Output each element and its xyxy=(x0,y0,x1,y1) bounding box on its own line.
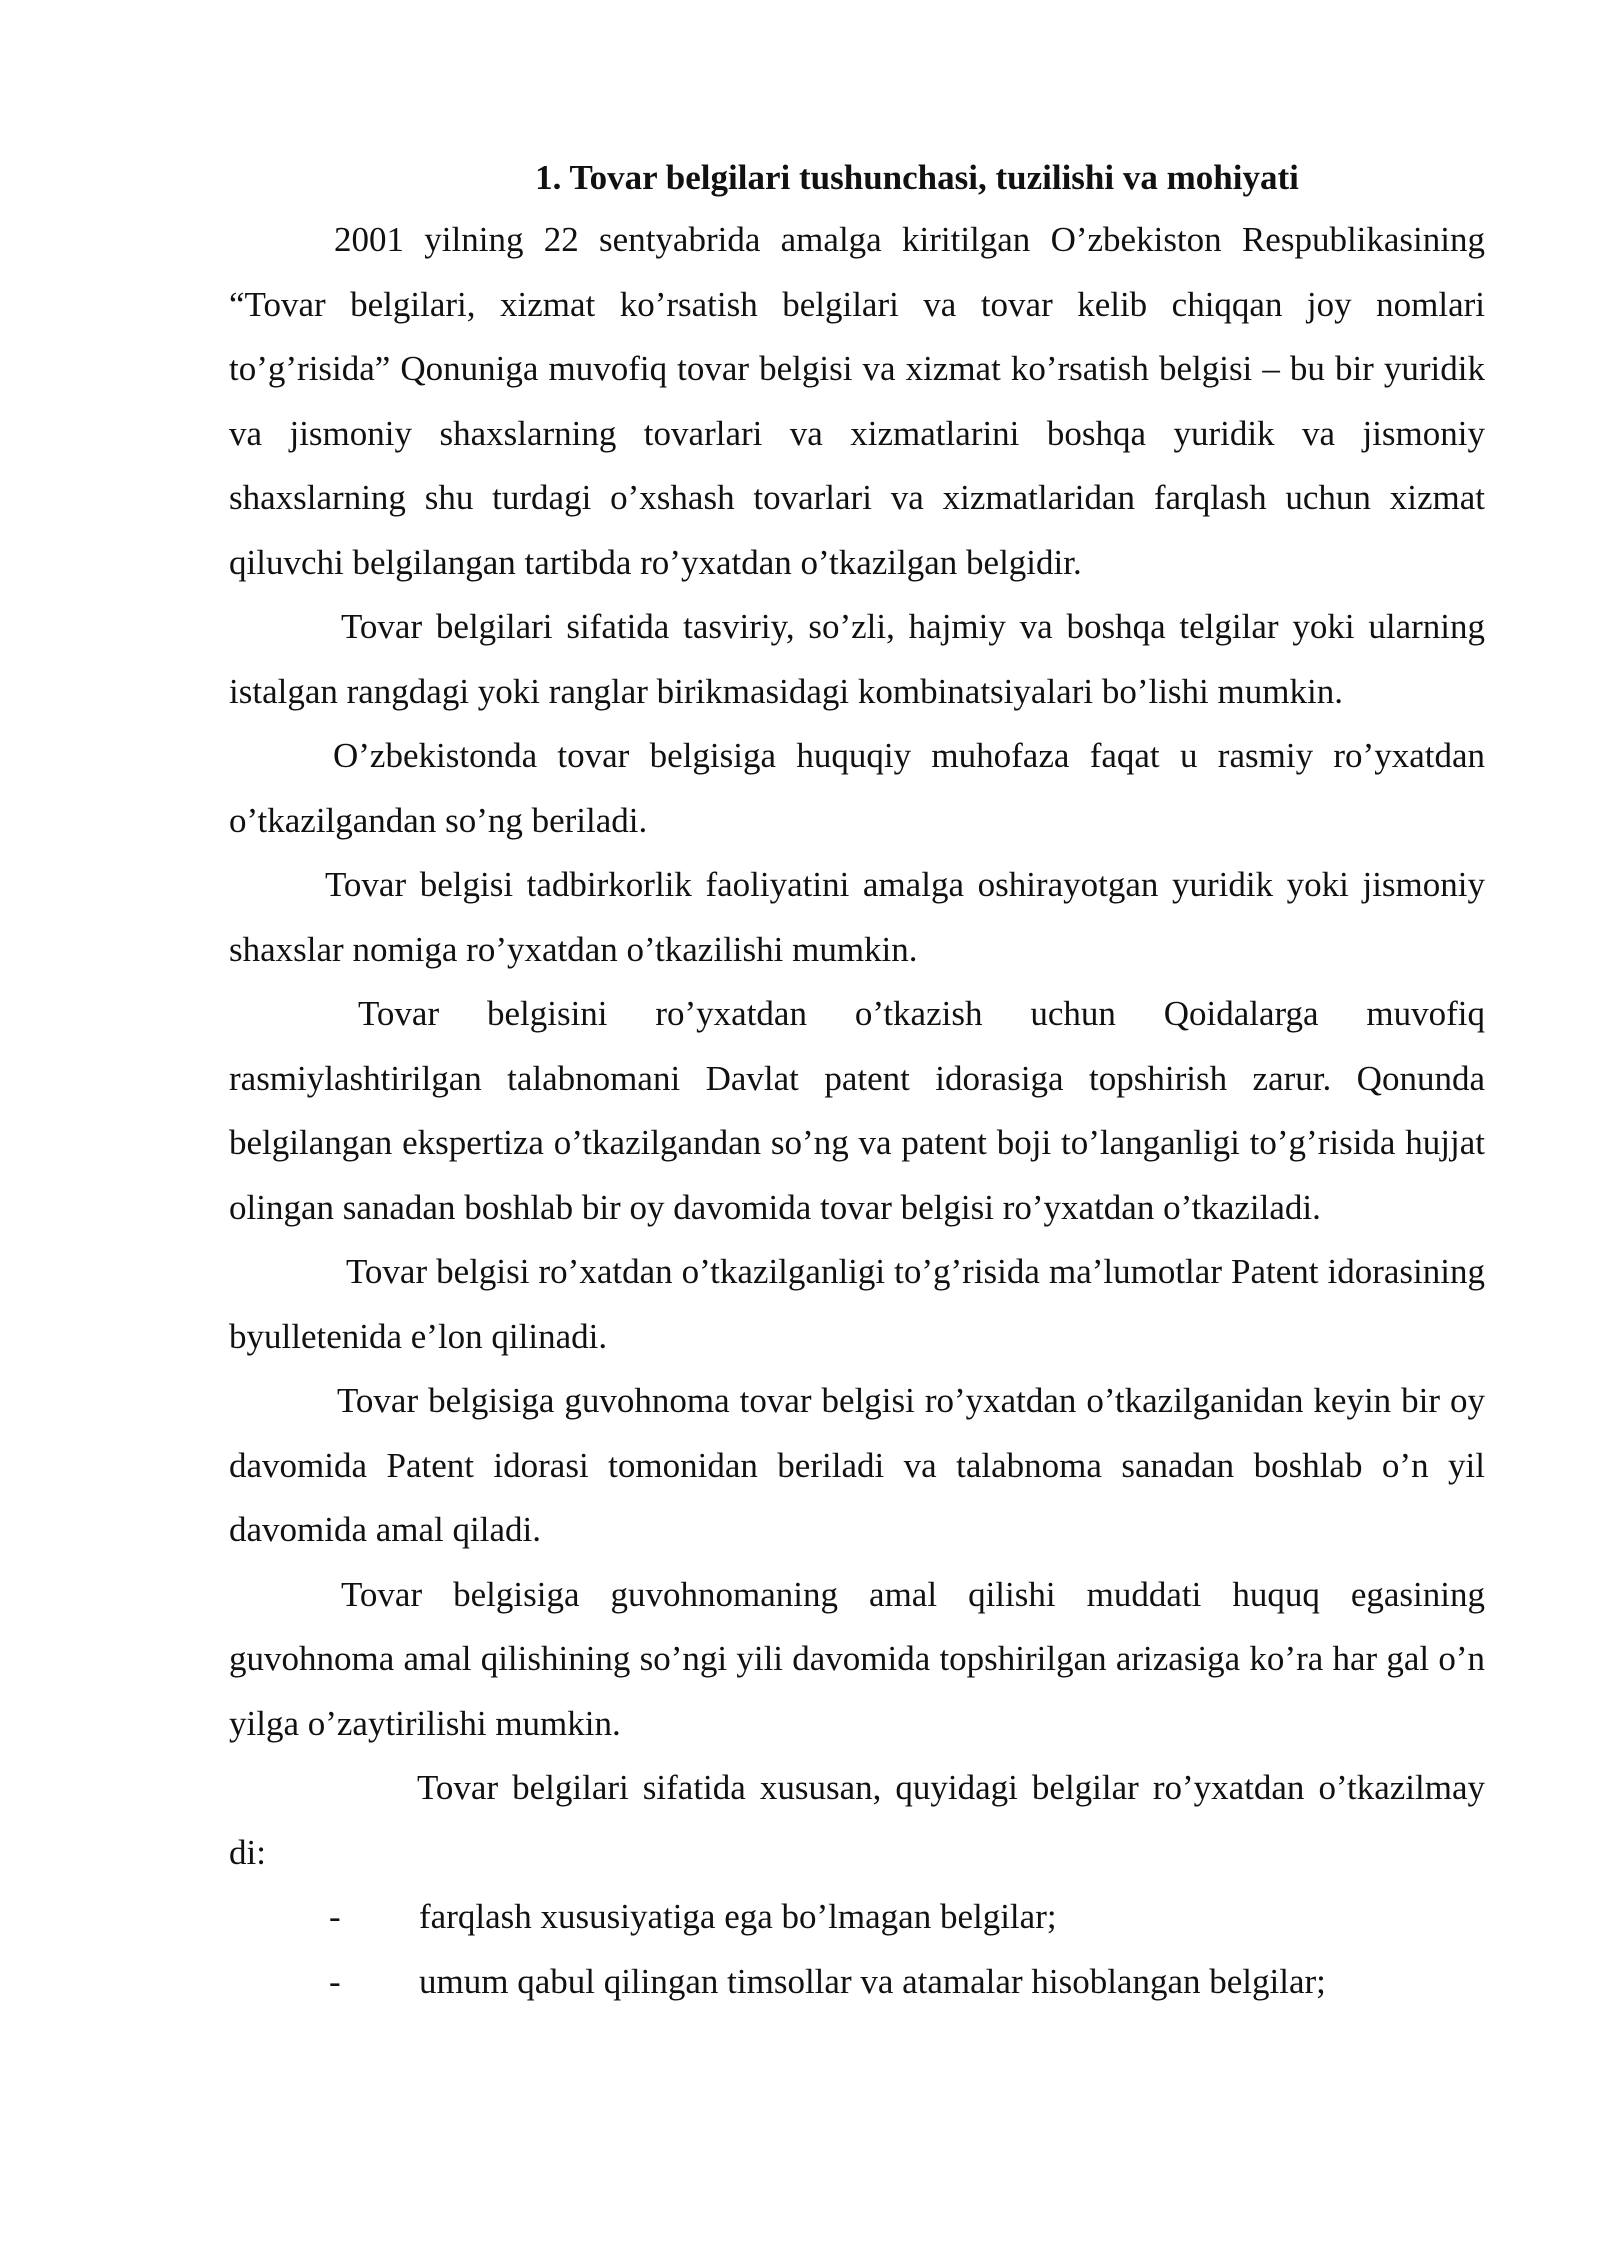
list-marker: - xyxy=(329,1961,341,2001)
paragraph: Tovar belgisiga guvohnomaning amal qilishi muddati huquq egasining guvohnoma amal qilishining so’ngi yili davomida topshirilgan arizasiga ko’ra har gal o’n yilga o’zaytirilishi mumkin. xyxy=(229,1574,1485,1743)
paragraph: Tovar belgisi tadbirkorlik faoliyatini amalga oshirayotgan yuridik yoki jismoniy shaxslar nomiga ro’yxatdan o’tkazilishi mumkin. xyxy=(229,865,1485,969)
list-item xyxy=(229,1950,1485,2015)
paragraph: Tovar belgisini ro’yxatdan o’tkazish uchun Qoidalarga muvofiq rasmiylashtirilgan talabnomani Davlat patent idorasiga topshirish zarur. Qonunda belgilangan ekspertiza o’tkazilgandan so’ng va patent boji to’langanligi to’g’risida hujjat olingan sanadan boshlab bir oy davomida tovar belgisi ro’yxatdan o’tkaziladi. xyxy=(229,994,1485,1227)
paragraph: O’zbekistonda tovar belgisiga huquqiy muhofaza faqat u rasmiy ro’yxatdan o’tkazilgandan so’ng beriladi. xyxy=(229,736,1485,840)
paragraph: Tovar belgilari sifatida xususan, quyidagi belgilar ro’yxatdan o’tkazilmay di: xyxy=(229,1768,1485,1872)
document-page xyxy=(229,148,1485,2014)
list-item xyxy=(229,1885,1485,1950)
bullet-list xyxy=(229,1885,1485,2014)
list-item-text: farqlash xususiyatiga ega bo’lmagan belgilar; xyxy=(419,1897,1057,1936)
paragraph: Tovar belgisi ro’xatdan o’tkazilganligi to’g’risida ma’lumotlar Patent idorasining byulletenida e’lon qilinadi. xyxy=(229,1252,1485,1356)
list-item-text: umum qabul qilingan timsollar va atamalar hisoblangan belgilar; xyxy=(419,1961,1326,2001)
paragraph: 2001 yilning 22 sentyabrida amalga kiritilgan O’zbekiston Respublikasining “Tovar belgilari, xizmat ko’rsatish belgilari va tovar kelib chiqqan joy nomlari to’g’risida” Qonuniga muvofiq tovar belgisi va xizmat ko’rsatish belgisi – bu bir yuridik va jismoniy shaxslarning tovarlari va xizmatlarini boshqa yuridik va jismoniy shaxslarning shu turdagi o’xshash tovarlari va xizmatlaridan farqlash uchun xizmat qiluvchi belgilangan tartibda ro’yxatdan o’tkazilgan belgidir. xyxy=(229,220,1485,582)
list-marker: - xyxy=(329,1897,341,1936)
paragraph: Tovar belgisiga guvohnoma tovar belgisi ro’yxatdan o’tkazilganidan keyin bir oy davomida Patent idorasi tomonidan beriladi va talabnoma sanadan boshlab o’n yil davomida amal qiladi. xyxy=(229,1381,1485,1549)
section-title: 1. Tovar belgilari tushunchasi, tuzilishi va mohiyati xyxy=(535,158,1299,197)
paragraph: Tovar belgilari sifatida tasviriy, so’zli, hajmiy va boshqa telgilar yoki ularning istalgan rangdagi yoki ranglar birikmasidagi kombinatsiyalari bo’lishi mumkin. xyxy=(229,607,1485,711)
